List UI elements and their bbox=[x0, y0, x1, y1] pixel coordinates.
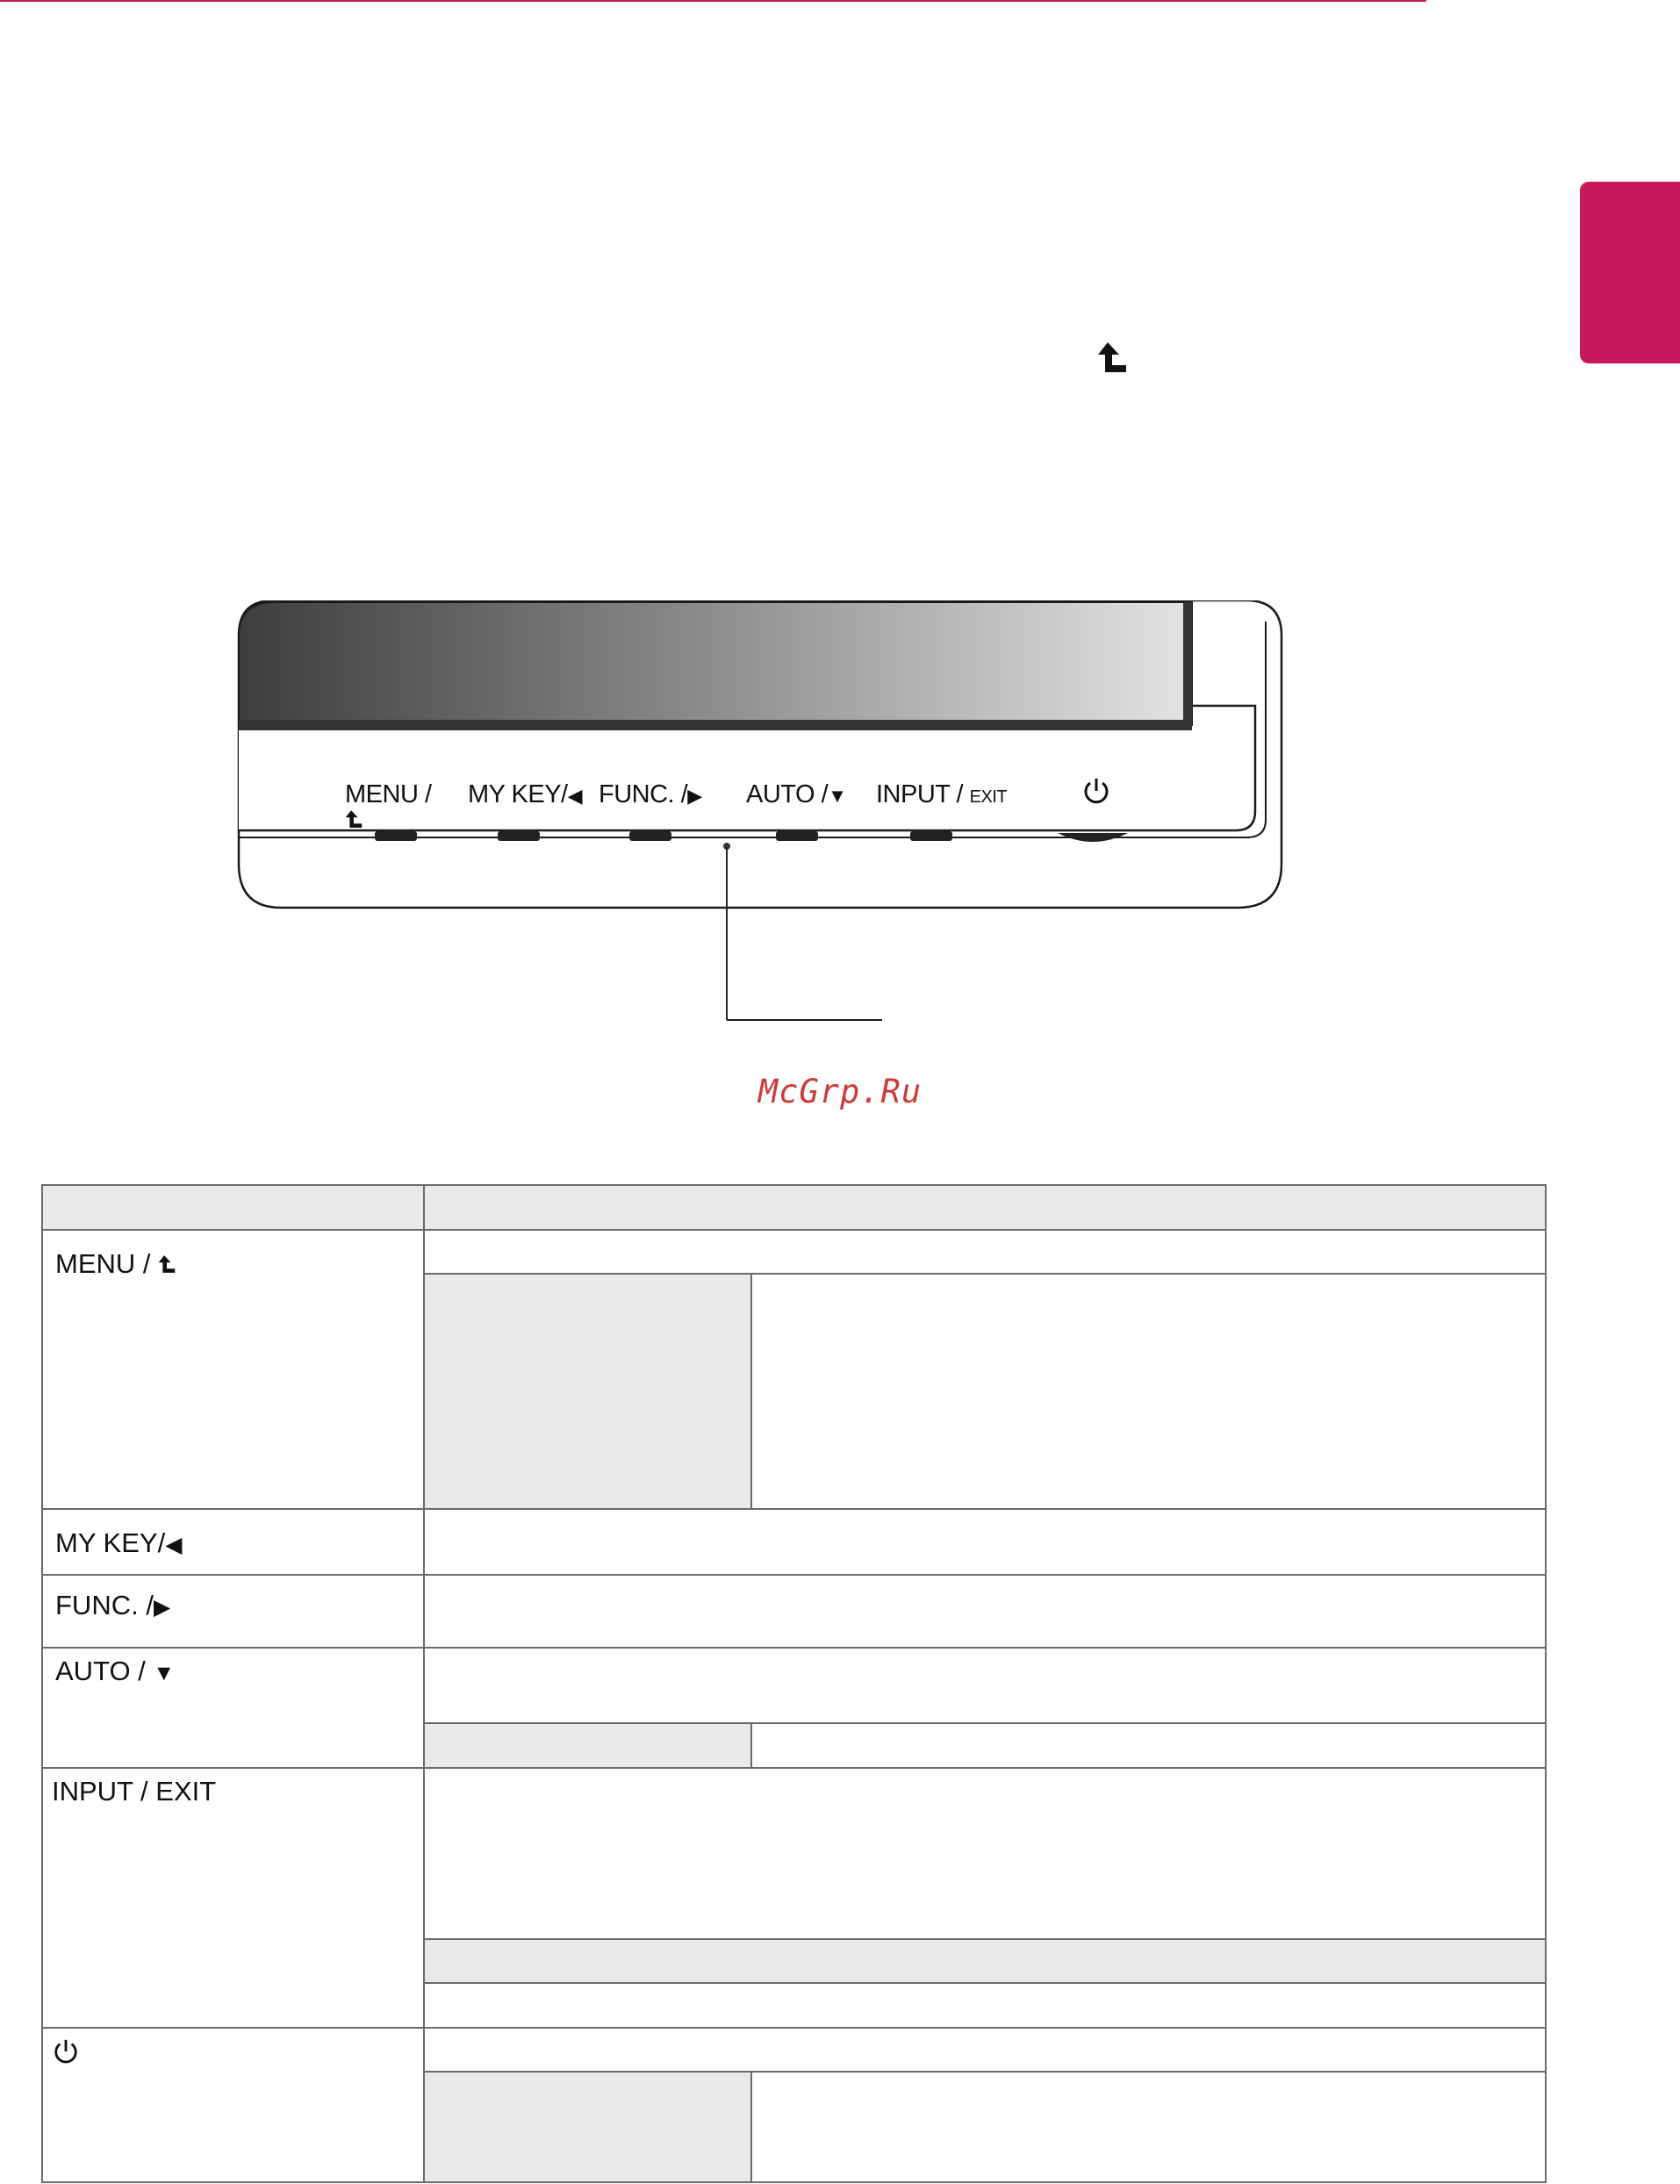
row-sub-label-menu bbox=[424, 1274, 751, 1509]
row-desc-power bbox=[424, 2028, 1546, 2072]
down-triangle-icon: ▼ bbox=[153, 1661, 176, 1685]
row-sub-desc-menu bbox=[751, 1274, 1546, 1509]
back-arrow-icon bbox=[1097, 341, 1127, 374]
row-desc-mykey bbox=[424, 1509, 1546, 1575]
power-icon bbox=[52, 2037, 80, 2065]
row-desc-menu bbox=[424, 1230, 1546, 1274]
header-cell-button bbox=[42, 1185, 424, 1230]
row-button-menu: MENU / bbox=[42, 1230, 424, 1509]
table-header-row bbox=[42, 1185, 1546, 1230]
table-row bbox=[42, 2028, 1546, 2072]
left-triangle-icon: ◀ bbox=[567, 785, 583, 807]
mykey-button-label: MY KEY/◀ bbox=[468, 780, 583, 808]
row-sub-header-input bbox=[424, 1939, 1546, 1983]
row-desc-auto bbox=[424, 1648, 1546, 1723]
row-button-input: INPUT / EXIT bbox=[42, 1768, 424, 2028]
row-sub-desc-input bbox=[424, 1983, 1546, 2028]
power-icon bbox=[1081, 776, 1111, 806]
row-desc-input bbox=[424, 1768, 1546, 1939]
row-button-power bbox=[42, 2028, 424, 2182]
row-sub-desc-power bbox=[751, 2072, 1546, 2182]
row-sub-label-auto bbox=[424, 1723, 751, 1768]
table-row bbox=[42, 1768, 1546, 1939]
watermark: McGrp.Ru bbox=[757, 1073, 923, 1110]
right-triangle-icon: ▶ bbox=[687, 785, 702, 807]
table-row bbox=[42, 1230, 1546, 1274]
row-button-mykey: MY KEY/◀ bbox=[42, 1509, 424, 1575]
back-arrow-icon bbox=[158, 1254, 176, 1274]
menu-button-label: MENU / bbox=[345, 780, 432, 829]
button-function-table bbox=[41, 1184, 1547, 2183]
section-tab bbox=[1580, 182, 1680, 363]
down-triangle-icon: ▼ bbox=[828, 785, 847, 807]
right-triangle-icon: ▶ bbox=[153, 1595, 171, 1620]
auto-button-label: AUTO /▼ bbox=[746, 780, 847, 808]
back-arrow-icon bbox=[345, 809, 363, 829]
func-button-label: FUNC. /▶ bbox=[599, 780, 702, 808]
table-row bbox=[42, 1648, 1546, 1723]
row-desc-func bbox=[424, 1575, 1546, 1648]
row-button-func: FUNC. /▶ bbox=[42, 1575, 424, 1648]
top-accent-rule bbox=[0, 0, 1426, 2]
led-leader-line bbox=[720, 843, 887, 1027]
row-sub-desc-auto bbox=[751, 1723, 1546, 1768]
left-triangle-icon: ◀ bbox=[165, 1533, 183, 1557]
header-cell-description bbox=[424, 1185, 1546, 1230]
row-button-auto: AUTO / ▼ bbox=[42, 1648, 424, 1768]
table-row bbox=[42, 1575, 1546, 1648]
input-button-label: INPUT / EXIT bbox=[876, 780, 1008, 808]
row-sub-label-power bbox=[424, 2072, 751, 2182]
table-row bbox=[42, 1509, 1546, 1575]
